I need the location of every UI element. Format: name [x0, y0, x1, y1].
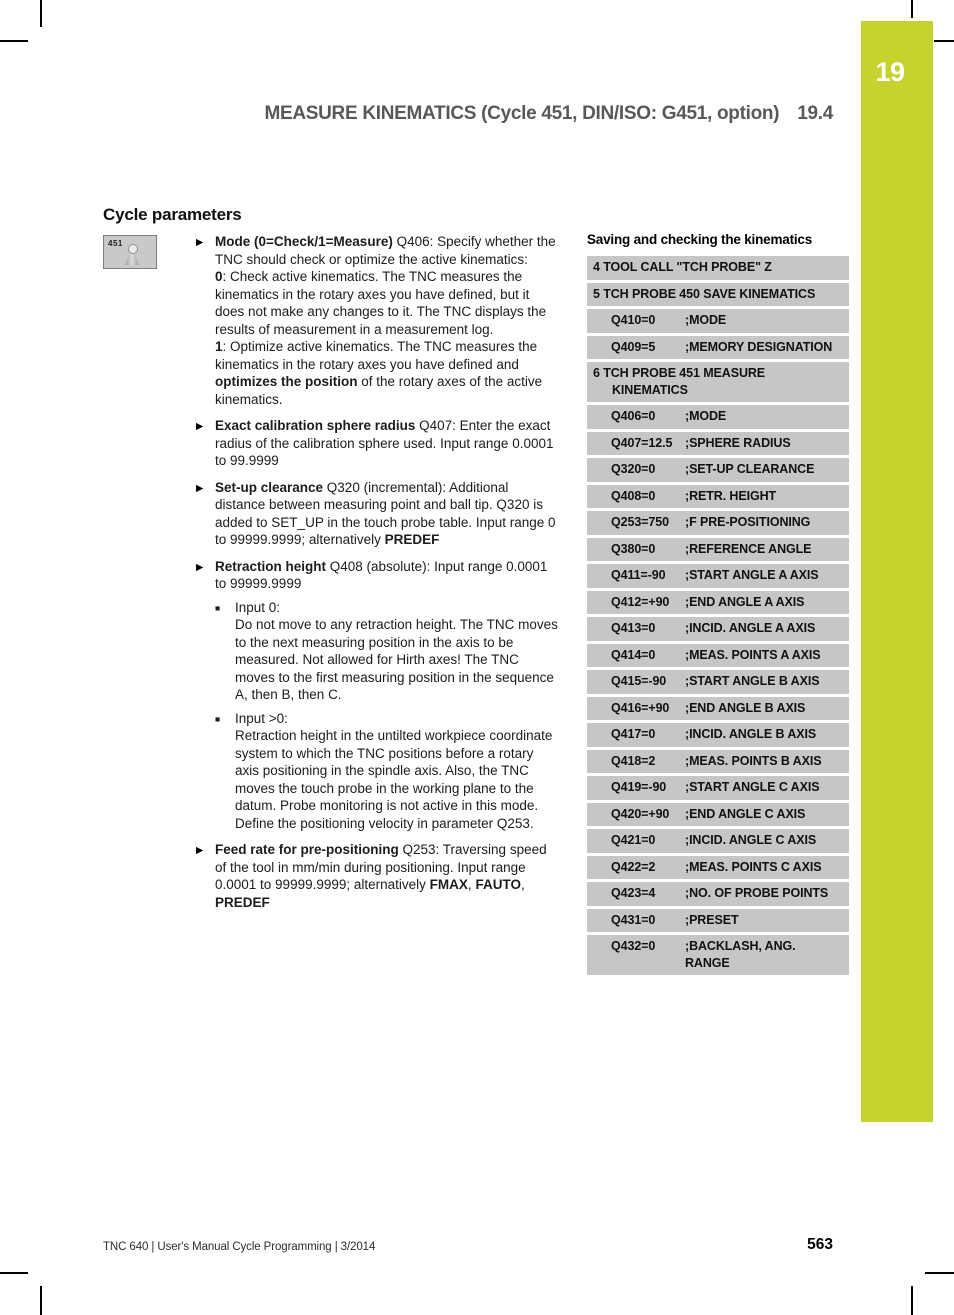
nc-block-line: 6 TCH PROBE 451 MEASURE	[593, 366, 766, 380]
nc-block-line: 4 TOOL CALL "TCH PROBE" Z	[593, 260, 772, 274]
sphere-stand-icon	[125, 254, 139, 265]
nc-comment: ;REFERENCE ANGLE	[685, 541, 812, 556]
nc-param-row	[587, 776, 849, 800]
nc-block-line: 5 TCH PROBE 450 SAVE KINEMATICS	[593, 286, 816, 301]
crop-mark	[925, 1272, 954, 1274]
body-text: : Check active kinematics. The TNC measures the kinematics in the rotary axes you have defined, but it does not make any changes to it. The TNC displays the results of measurement in a measurement log.	[215, 269, 547, 337]
nc-param: Q320=0	[611, 462, 656, 476]
nc-param-row	[587, 309, 849, 333]
nc-comment: ;NO. OF PROBE POINTS	[685, 886, 829, 900]
cycle-parameters-heading: Cycle parameters	[103, 205, 242, 224]
cycle-icon-number: 451	[108, 239, 123, 248]
parameter-bullet	[196, 233, 558, 408]
bold-text: Set-up clearance	[215, 479, 324, 495]
sub-bullet	[215, 710, 558, 833]
body-text: Q320 (incremental): Additional distance between measuring point and ball tip. Q320 is added to SET_UP in the touch probe table. Input range 0 to 99999.9999; alternatively	[215, 479, 556, 547]
nc-param: Q411=-90	[611, 568, 666, 582]
square-bullet-icon: ■	[215, 602, 221, 613]
nc-comment: ;BACKLASH, ANG. RANGE	[685, 939, 796, 970]
nc-param-row	[587, 591, 849, 615]
nc-comment: ;MODE	[685, 313, 727, 327]
crop-mark	[911, 1286, 913, 1315]
nc-code-table	[587, 256, 849, 975]
bold-text: Exact calibration sphere radius	[215, 418, 416, 433]
nc-param-row	[587, 405, 849, 429]
nc-comment: ;SPHERE RADIUS	[685, 435, 791, 450]
footer-text: TNC 640 | User's Manual Cycle Programming | 3/2014	[103, 1241, 376, 1253]
nc-comment: ;END ANGLE C AXIS	[685, 806, 806, 821]
triangle-bullet-icon: ▶	[196, 482, 204, 494]
bold-text: 1	[215, 339, 223, 354]
nc-param: Q413=0	[611, 621, 656, 635]
nc-param: Q414=0	[611, 647, 656, 662]
body-text: Q408 (absolute): Input range 0.0001 to 99999.9999	[215, 558, 548, 591]
nc-param-row	[587, 511, 849, 535]
parameter-bullet	[196, 558, 558, 833]
nc-param: Q420=+90	[611, 806, 670, 821]
nc-comment: ;START ANGLE C AXIS	[685, 780, 820, 794]
nc-param-row	[587, 935, 849, 975]
sub-bullet-text	[235, 710, 558, 833]
nc-param-row	[587, 485, 849, 509]
crop-mark	[0, 1272, 28, 1274]
crop-mark	[911, 0, 913, 18]
bullet-text	[215, 417, 558, 470]
nc-comment: ;END ANGLE A AXIS	[685, 594, 805, 609]
nc-param: Q415=-90	[611, 674, 667, 688]
bold-text: optimizes the position	[215, 374, 358, 389]
nc-comment: ;INCID. ANGLE A AXIS	[685, 621, 816, 635]
nc-param-row	[587, 617, 849, 641]
nc-param-row	[587, 697, 849, 721]
nc-comment: ;MEAS. POINTS C AXIS	[685, 859, 822, 874]
nc-comment: ;MEMORY DESIGNATION	[685, 339, 833, 354]
body-text: Do not move to any retraction height. The TNC moves to the next measuring position in the axis to be measured. Not allowed for Hirth axes! The TNC moves to the first measuring position in the sequence A, then B, then C.	[235, 617, 558, 702]
bold-text: FMAX	[429, 877, 468, 892]
nc-param-row	[587, 882, 849, 906]
body-text: of the rotary axes of the active kinematics.	[215, 374, 543, 407]
bold-text: Retraction height	[215, 558, 327, 574]
parameter-bullet	[196, 841, 558, 911]
nc-param-row	[587, 538, 849, 562]
nc-param-row	[587, 723, 849, 747]
bold-text: Mode (0=Check/1=Measure)	[215, 234, 393, 249]
parameter-bullet	[196, 479, 558, 549]
nc-param: Q423=4	[611, 886, 656, 900]
bold-text: Feed rate for pre-positioning	[215, 842, 399, 857]
body-text: Input 0:	[235, 599, 281, 615]
nc-param: Q253=750	[611, 515, 669, 529]
triangle-bullet-icon: ▶	[196, 845, 204, 856]
body-text: Q253: Traversing speed of the tool in mm/min during positioning. Input range 0.0001 to 99999.9999; alternatively	[215, 842, 547, 892]
nc-param-row	[587, 670, 849, 694]
nc-param: Q412=+90	[611, 594, 670, 609]
parameter-bullet	[196, 417, 558, 470]
section-number: 19.4	[797, 103, 833, 124]
nc-param: Q431=0	[611, 912, 656, 927]
body-text: Input >0:	[235, 710, 288, 726]
nc-param-row	[587, 644, 849, 668]
nc-param: Q418=2	[611, 753, 656, 768]
body-text: ,	[467, 877, 476, 892]
nc-block-row	[587, 283, 849, 307]
nc-param: Q408=0	[611, 488, 656, 503]
nc-block-row	[587, 362, 849, 402]
body-text: Q407: Enter the exact radius of the calibration sphere used. Input range 0.0001 to 99.9999	[215, 418, 554, 468]
nc-param: Q409=5	[611, 339, 656, 354]
bullet-text	[215, 233, 558, 408]
nc-param-row	[587, 458, 849, 482]
bold-text: 0	[215, 269, 223, 284]
body-text: ,	[520, 877, 525, 892]
square-bullet-icon: ■	[215, 713, 221, 724]
nc-param: Q417=0	[611, 727, 656, 741]
bullet-text	[215, 558, 558, 833]
nc-param-row	[587, 750, 849, 774]
bullet-text	[215, 841, 558, 911]
nc-comment: ;INCID. ANGLE B AXIS	[685, 727, 817, 741]
nc-param: Q416=+90	[611, 700, 670, 715]
calibration-sphere-icon	[128, 244, 138, 254]
nc-param: Q406=0	[611, 409, 656, 423]
nc-block-row	[587, 256, 849, 280]
nc-param-row	[587, 909, 849, 933]
nc-param-row	[587, 564, 849, 588]
nc-block-line: KINEMATICS	[612, 382, 688, 397]
nc-comment: ;INCID. ANGLE C AXIS	[685, 833, 817, 847]
parameter-bullet-list	[196, 233, 558, 920]
crop-mark	[934, 40, 954, 42]
nc-example-column	[587, 232, 849, 978]
nc-param: Q410=0	[611, 313, 656, 327]
nc-param-row	[587, 432, 849, 456]
nc-comment: ;END ANGLE B AXIS	[685, 700, 806, 715]
crop-mark	[0, 40, 28, 42]
page-header	[264, 103, 833, 125]
sub-bullet	[215, 599, 558, 704]
nc-param: Q407=12.5	[611, 435, 673, 450]
nc-param-row	[587, 856, 849, 880]
body-text: Q406: Specify whether the TNC should check or optimize the active kinematics:	[215, 234, 556, 267]
body-text: : Optimize active kinematics. The TNC measures the kinematics in the rotary axes you have defined and	[215, 339, 538, 372]
nc-param-row	[587, 336, 849, 360]
nc-param-row	[587, 803, 849, 827]
nc-comment: ;RETR. HEIGHT	[685, 488, 777, 503]
page-number: 563	[807, 1236, 833, 1253]
triangle-bullet-icon: ▶	[196, 237, 204, 248]
nc-comment: ;START ANGLE A AXIS	[685, 568, 819, 582]
nc-comment: ;MEAS. POINTS A AXIS	[685, 647, 821, 662]
nc-comment: ;SET-UP CLEARANCE	[685, 462, 815, 476]
crop-mark	[40, 0, 42, 27]
bullet-text	[215, 479, 558, 549]
nc-comment: ;START ANGLE B AXIS	[685, 674, 820, 688]
nc-comment: ;F PRE-POSITIONING	[685, 515, 811, 529]
nc-param: Q422=2	[611, 859, 656, 874]
bold-text: PREDEF	[384, 532, 440, 547]
crop-mark	[40, 1286, 42, 1315]
nc-example-heading: Saving and checking the kinematics	[587, 232, 813, 247]
nc-param-row	[587, 829, 849, 853]
triangle-bullet-icon: ▶	[196, 561, 204, 573]
triangle-bullet-icon: ▶	[196, 421, 204, 432]
sub-bullet-text	[235, 599, 558, 704]
bold-text: FAUTO	[475, 877, 521, 892]
nc-comment: ;PRESET	[685, 912, 739, 927]
cycle-451-icon	[103, 235, 157, 269]
chapter-tab	[861, 21, 933, 1122]
nc-comment: ;MODE	[685, 409, 727, 423]
body-text: Retraction height in the untilted workpiece coordinate system to which the TNC positions before a rotary axis positioning in the spindle axis. Also, the TNC moves the touch probe in the working plane to the datum. Probe monitoring is not active in this mode. Define the positioning velocity in parameter Q253.	[235, 728, 553, 831]
bold-text: PREDEF	[215, 894, 270, 910]
nc-param: Q380=0	[611, 541, 656, 556]
nc-param: Q432=0	[611, 939, 656, 953]
nc-param: Q419=-90	[611, 780, 667, 794]
nc-param: Q421=0	[611, 833, 656, 847]
page-header-title: MEASURE KINEMATICS (Cycle 451, DIN/ISO: G451, option)	[264, 103, 780, 124]
chapter-number: 19	[875, 57, 905, 87]
nc-comment: ;MEAS. POINTS B AXIS	[685, 753, 822, 768]
